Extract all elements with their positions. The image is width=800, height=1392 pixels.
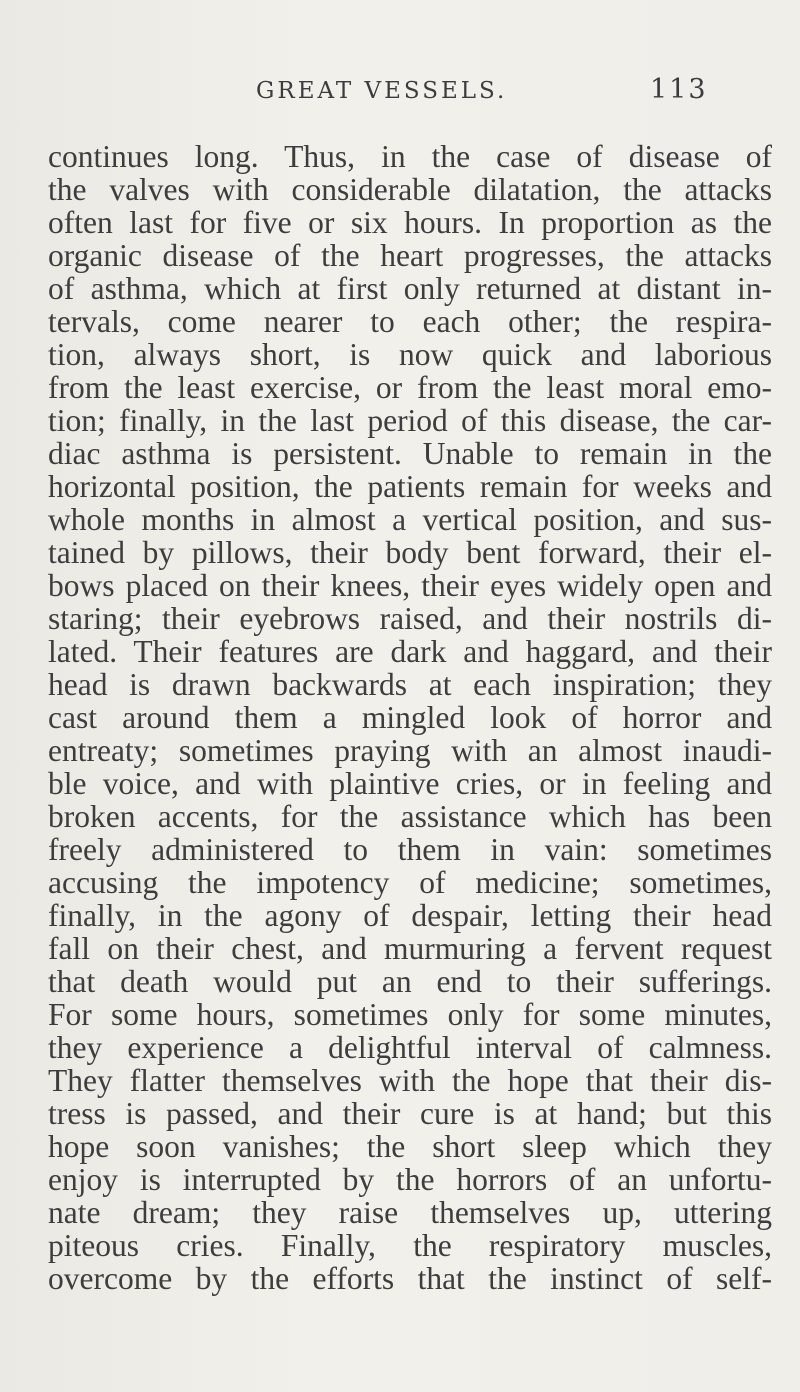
text-line: horizontal position, the patients remain for weeks and [48, 469, 772, 504]
running-head [0, 72, 800, 112]
text-line: of asthma, which at first only returned at distant in- [48, 271, 772, 306]
text-line: that death would put an end to their sufferings. [48, 964, 772, 999]
text-line: tained by pillows, their body bent forward, their el- [48, 535, 772, 570]
text-line: tion, always short, is now quick and laborious [48, 337, 772, 372]
text-line: hope soon vanishes; the short sleep which they [48, 1129, 772, 1164]
text-line: fall on their chest, and murmuring a fervent request [48, 931, 772, 966]
text-line: entreaty; sometimes praying with an almost inaudi- [48, 733, 772, 768]
text-line: piteous cries. Finally, the respiratory muscles, [48, 1228, 772, 1263]
text-line: nate dream; they raise themselves up, uttering [48, 1195, 772, 1230]
text-line: head is drawn backwards at each inspiration; they [48, 667, 772, 702]
text-line: For some hours, sometimes only for some minutes, [48, 997, 772, 1032]
text-line: diac asthma is persistent. Unable to remain in the [48, 436, 772, 471]
text-line: organic disease of the heart progresses, the attacks [48, 238, 772, 273]
text-line: staring; their eyebrows raised, and their nostrils di- [48, 601, 772, 636]
body-text [48, 140, 772, 1295]
text-line: bows placed on their knees, their eyes widely open and [48, 568, 772, 603]
text-line: overcome by the efforts that the instinct of self- [48, 1261, 772, 1296]
running-title: GREAT VESSELS. [256, 78, 508, 104]
text-line: broken accents, for the assistance which has been [48, 799, 772, 834]
text-line: enjoy is interrupted by the horrors of an unfortu- [48, 1162, 772, 1197]
text-line: from the least exercise, or from the least moral emo- [48, 370, 772, 405]
text-line: ble voice, and with plaintive cries, or in feeling and [48, 766, 772, 801]
text-line: tervals, come nearer to each other; the respira- [48, 304, 772, 339]
text-line: tress is passed, and their cure is at hand; but this [48, 1096, 772, 1131]
text-line: the valves with considerable dilatation, the attacks [48, 172, 772, 207]
page-number: 113 [650, 74, 708, 105]
text-line: freely administered to them in vain: sometimes [48, 832, 772, 867]
text-line: finally, in the agony of despair, letting their head [48, 898, 772, 933]
text-line: accusing the impotency of medicine; sometimes, [48, 865, 772, 900]
text-line: lated. Their features are dark and haggard, and their [48, 634, 772, 669]
text-line: whole months in almost a vertical position, and sus- [48, 502, 772, 537]
text-line: tion; finally, in the last period of this disease, the car- [48, 403, 772, 438]
text-line: often last for five or six hours. In proportion as the [48, 205, 772, 240]
text-line: continues long. Thus, in the case of disease of [48, 139, 772, 174]
text-line: they experience a delightful interval of calmness. [48, 1030, 772, 1065]
text-line: They flatter themselves with the hope that their dis- [48, 1063, 772, 1098]
text-line: cast around them a mingled look of horror and [48, 700, 772, 735]
